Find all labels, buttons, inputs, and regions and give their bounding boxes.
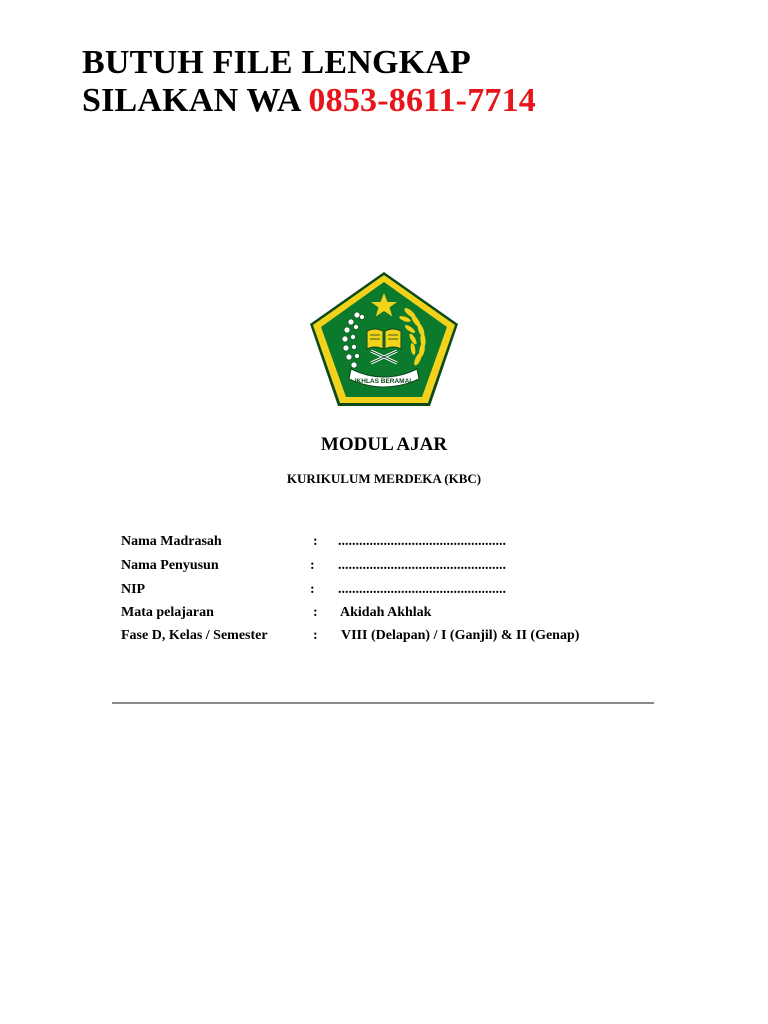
field-label: Nama Penyusun xyxy=(121,558,219,573)
kemenag-emblem-icon xyxy=(309,271,459,407)
banner-prefix: SILAKAN WA xyxy=(82,82,309,119)
field-value: ................................................ xyxy=(338,582,506,597)
field-value: ................................................ xyxy=(338,534,506,549)
field-colon: : xyxy=(313,628,318,643)
field-label: Fase D, Kelas / Semester xyxy=(121,628,268,643)
emblem-ribbon-text: IKHLAS BERAMAL xyxy=(354,378,414,385)
field-label: Nama Madrasah xyxy=(121,534,222,549)
phone-number: 0853-8611-7714 xyxy=(308,82,536,119)
banner-line-2 xyxy=(82,82,536,120)
field-label: Mata pelajaran xyxy=(121,605,214,620)
field-label: NIP xyxy=(121,582,146,597)
field-colon: : xyxy=(313,605,318,620)
field-value: Akidah Akhlak xyxy=(340,605,432,620)
field-colon: : xyxy=(310,558,315,573)
field-value: VIII (Delapan) / I (Ganjil) & II (Genap) xyxy=(341,628,580,643)
field-value: ................................................ xyxy=(338,558,506,573)
document-subtitle: KURIKULUM MERDEKA (KBC) xyxy=(286,471,482,486)
document-title: MODUL AJAR xyxy=(320,434,448,455)
field-colon: : xyxy=(313,534,318,549)
banner-line-1: BUTUH FILE LENGKAP xyxy=(82,44,471,81)
promo-banner xyxy=(82,44,536,120)
horizontal-divider xyxy=(112,702,654,704)
field-colon: : xyxy=(310,582,315,597)
